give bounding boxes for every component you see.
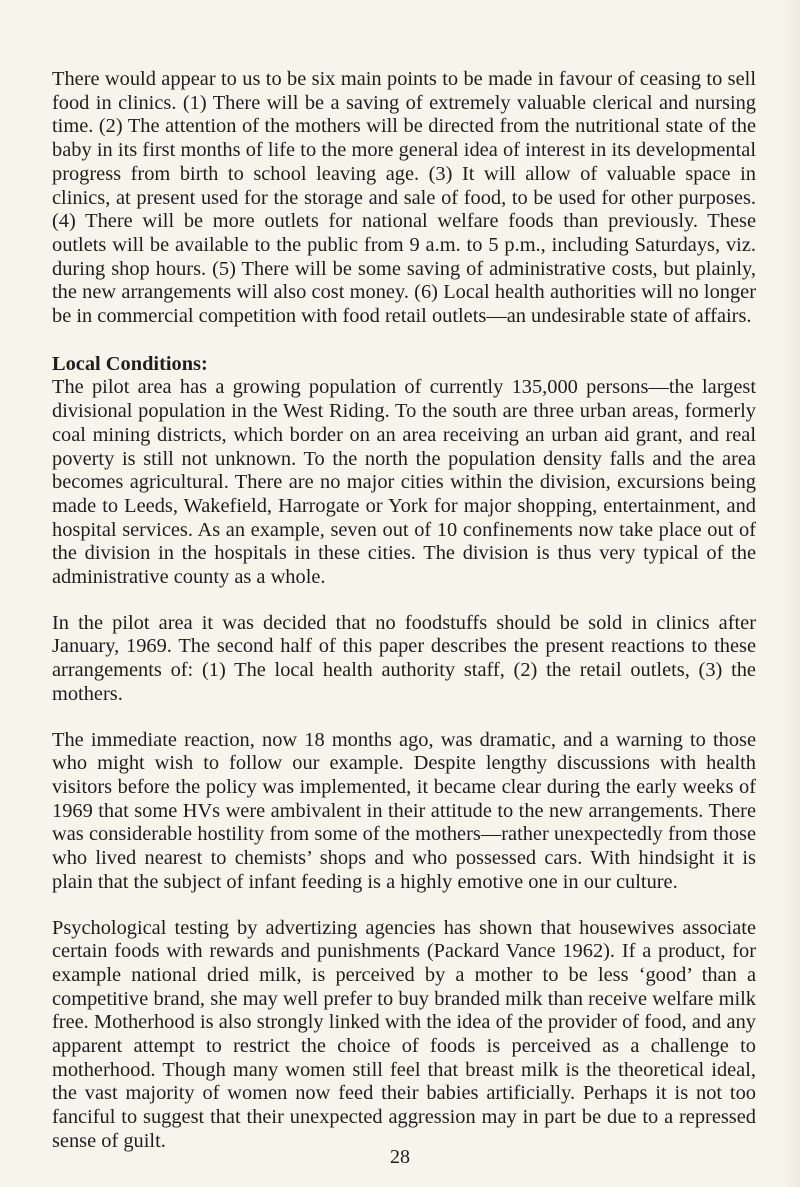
paragraph-immediate-reaction: The immediate reaction, now 18 months ago, was dramatic, and a warning to those who might wish to follow our example. Despite lengthy discussions with health visitors before the policy was implemented, it became clear during the early weeks of 1969 that some HVs were ambivalent in their attitude to the new arrangements. There was considerable hostility from some of the mothers—rather unexpectedly from those who lived nearest to chemists’ shops and who possessed cars. With hindsight it is plain that the subject of infant feeding is a highly emotive one in our culture. (52, 728, 756, 893)
section-heading-local-conditions: Local Conditions: (52, 352, 208, 375)
page-number: 28 (390, 1146, 410, 1168)
paragraph-pilot-area: The pilot area has a growing population of currently 135,000 persons—the largest divisional population in the West Riding. To the south are three urban areas, formerly coal mining districts, which border on an area receiving an urban aid grant, and real poverty is still not unknown. To the north the population density falls and the area becomes agricultural. There are no major cities within the division, excursions being made to Leeds, Wakefield, Harrogate or York for major shopping, entertainment, and hospital services. As an example, seven out of 10 confinements now take place out of the division in the hospitals in these cities. The division is thus very typical of the administrative county as a whole. (52, 376, 756, 589)
page-edge-shadow (782, 0, 800, 1187)
document-page (52, 68, 756, 1154)
paragraph-main-points: There would appear to us to be six main points to be made in favour of ceasing to sell food in clinics. (1) There will be a saving of extremely valuable clerical and nursing time. (2) The attention of the mothers will be directed from the nutritional state of the baby in its first months of life to the more general idea of interest in its developmental progress from birth to school leaving age. (3) It will allow of valuable space in clinics, at present used for the storage and sale of food, to be used for other purposes. (4) There will be more outlets for national welfare foods than previously. These outlets will be available to the public from 9 a.m. to 5 p.m., including Saturdays, viz. during shop hours. (5) There will be some saving of administrative costs, but plainly, the new arrangements will also cost money. (6) Local health authorities will no longer be in commercial competition with food retail outlets—an undesirable state of affairs. (52, 68, 756, 328)
paragraph-psychological-testing: Psychological testing by advertizing agencies has shown that housewives associate certain foods with rewards and punishments (Packard Vance 1962). If a product, for example national dried milk, is perceived by a mother to be less ‘good’ than a competitive brand, she may well prefer to buy branded milk than receive welfare milk free. Motherhood is also strongly linked with the idea of the provider of food, and any apparent attempt to restrict the choice of foods is perceived as a challenge to motherhood. Though many women still feel that breast milk is the theoretical ideal, the vast majority of women now feed their babies artificially. Perhaps it is not too fanciful to suggest that their unexpected aggression may in part be due to a repressed sense of guilt. (52, 916, 756, 1152)
paragraph-pilot-decision: In the pilot area it was decided that no foodstuffs should be sold in clinics after January, 1969. The second half of this paper describes the present reactions to these arrangements of: (1) The local health authority staff, (2) the retail outlets, (3) the mothers. (52, 611, 756, 705)
